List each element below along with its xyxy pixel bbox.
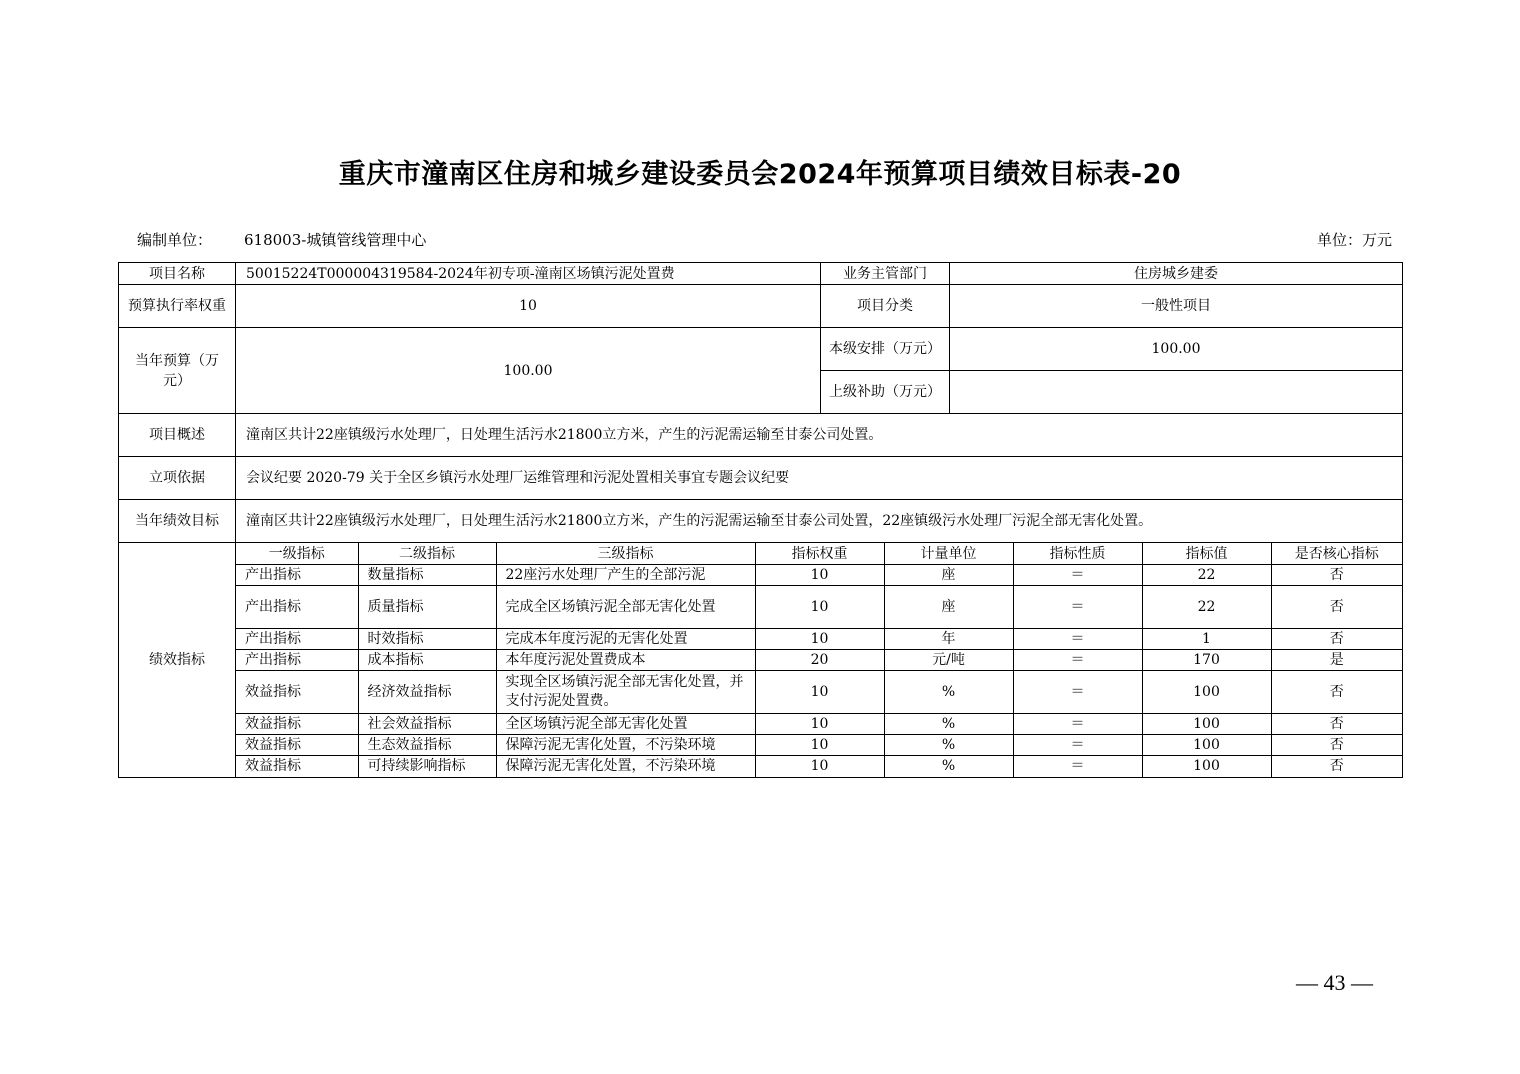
indicator-table [236, 543, 1402, 777]
indicator-unit: % [884, 714, 1013, 735]
indicator-level2: 时效指标 [358, 629, 496, 650]
header-unit: 计量单位 [884, 543, 1013, 565]
header-level2: 二级指标 [358, 543, 496, 565]
indicator-nature: ＝ [1013, 565, 1142, 586]
page-number: — 43 — [1296, 970, 1373, 995]
compiling-unit-label: 编制单位： [137, 231, 213, 249]
indicator-unit: % [884, 756, 1013, 777]
indicator-row [236, 756, 1402, 777]
indicator-weight: 10 [755, 735, 884, 756]
subsidy-value [950, 371, 1403, 414]
indicator-core: 否 [1271, 735, 1402, 756]
currency-unit: 单位：万元 [1316, 231, 1392, 249]
indicator-value: 1 [1142, 629, 1271, 650]
indicator-unit: % [884, 671, 1013, 714]
indicator-level3: 完成本年度污泥的无害化处置 [496, 629, 755, 650]
indicator-level1: 效益指标 [236, 735, 358, 756]
category-label: 项目分类 [821, 285, 950, 328]
indicator-value: 22 [1142, 565, 1271, 586]
indicator-value: 100 [1142, 735, 1271, 756]
page-title: 重庆市潼南区住房和城乡建设委员会2024年预算项目绩效目标表-20 [338, 159, 1182, 190]
indicator-level2: 质量指标 [358, 586, 496, 629]
indicator-level2: 数量指标 [358, 565, 496, 586]
indicator-level1: 产出指标 [236, 650, 358, 671]
indicator-value: 100 [1142, 714, 1271, 735]
indicator-row [236, 650, 1402, 671]
indicator-core: 否 [1271, 671, 1402, 714]
indicator-weight: 10 [755, 671, 884, 714]
project-name-label: 项目名称 [119, 263, 236, 285]
indicator-level1: 效益指标 [236, 714, 358, 735]
indicator-level2: 社会效益指标 [358, 714, 496, 735]
indicator-unit: % [884, 735, 1013, 756]
indicator-value: 100 [1142, 671, 1271, 714]
perf-indicators-label: 绩效指标 [119, 543, 236, 778]
indicator-level3: 保障污泥无害化处置，不污染环境 [496, 756, 755, 777]
indicator-level1: 产出指标 [236, 565, 358, 586]
indicator-nature: ＝ [1013, 586, 1142, 629]
indicator-weight: 10 [755, 629, 884, 650]
subsidy-label: 上级补助（万元） [821, 371, 950, 414]
overview-value: 潼南区共计22座镇级污水处理厂，日处理生活污水21800立方米，产生的污泥需运输至甘泰公司处置。 [236, 414, 1403, 457]
exec-rate-label: 预算执行率权重 [119, 285, 236, 328]
budget-label: 当年预算（万元） [119, 328, 236, 414]
header-value: 指标值 [1142, 543, 1271, 565]
indicator-row [236, 565, 1402, 586]
budget-value: 100.00 [236, 328, 821, 414]
indicator-unit: 元/吨 [884, 650, 1013, 671]
header-level3: 三级指标 [496, 543, 755, 565]
category-value: 一般性项目 [950, 285, 1403, 328]
indicator-core: 否 [1271, 629, 1402, 650]
header-nature: 指标性质 [1013, 543, 1142, 565]
indicator-level3: 全区场镇污泥全部无害化处置 [496, 714, 755, 735]
dept-value: 住房城乡建委 [950, 263, 1403, 285]
indicator-weight: 10 [755, 586, 884, 629]
indicator-value: 170 [1142, 650, 1271, 671]
indicator-nature: ＝ [1013, 714, 1142, 735]
indicator-unit: 座 [884, 586, 1013, 629]
indicator-level1: 产出指标 [236, 629, 358, 650]
indicator-core: 否 [1271, 586, 1402, 629]
local-budget-label: 本级安排（万元） [821, 328, 950, 371]
indicator-row [236, 735, 1402, 756]
indicator-nature: ＝ [1013, 756, 1142, 777]
indicator-nature: ＝ [1013, 671, 1142, 714]
indicator-nature: ＝ [1013, 629, 1142, 650]
indicator-core: 否 [1271, 565, 1402, 586]
goal-value: 潼南区共计22座镇级污水处理厂，日处理生活污水21800立方米，产生的污泥需运输至甘泰公司处置，22座镇级污水处理厂污泥全部无害化处置。 [236, 500, 1403, 543]
indicator-row [236, 629, 1402, 650]
indicator-level3: 保障污泥无害化处置，不污染环境 [496, 735, 755, 756]
indicator-core: 否 [1329, 757, 1344, 774]
indicator-level1: 效益指标 [236, 671, 358, 714]
goal-label: 当年绩效目标 [119, 500, 236, 543]
indicator-nature: ＝ [1013, 735, 1142, 756]
indicator-level2: 经济效益指标 [358, 671, 496, 714]
indicator-value: 100 [1142, 756, 1271, 777]
indicator-level1: 效益指标 [236, 756, 358, 777]
basis-label: 立项依据 [119, 457, 236, 500]
performance-table [118, 262, 1403, 778]
indicator-core: 否 [1271, 714, 1402, 735]
indicator-level3: 22座污水处理厂产生的全部污泥 [496, 565, 755, 586]
exec-rate-value: 10 [236, 285, 821, 328]
header-level1: 一级指标 [236, 543, 358, 565]
local-budget-value: 100.00 [950, 328, 1403, 371]
indicator-level2: 成本指标 [358, 650, 496, 671]
indicator-level3: 完成全区场镇污泥全部无害化处置 [496, 586, 755, 629]
indicator-level1: 产出指标 [236, 586, 358, 629]
basis-value: 会议纪要 2020-79 关于全区乡镇污水处理厂运维管理和污泥处置相关事宜专题会议纪要 [236, 457, 1403, 500]
indicator-weight: 10 [755, 714, 884, 735]
indicator-level3: 实现全区场镇污泥全部无害化处置，并支付污泥处置费。 [496, 671, 755, 714]
indicator-row [236, 714, 1402, 735]
indicator-core: 是 [1271, 650, 1402, 671]
project-name-value: 50015224T000004319584-2024年初专项-潼南区场镇污泥处置费 [236, 263, 821, 285]
header-core: 是否核心指标 [1271, 543, 1402, 565]
indicator-unit: 年 [884, 629, 1013, 650]
indicator-level2: 可持续影响指标 [358, 756, 496, 777]
header-weight: 指标权重 [755, 543, 884, 565]
compiling-unit-value: 618003-城镇管线管理中心 [244, 231, 427, 249]
dept-label: 业务主管部门 [821, 263, 950, 285]
indicator-unit: 座 [884, 565, 1013, 586]
indicator-value: 22 [1142, 586, 1271, 629]
indicator-weight: 20 [755, 650, 884, 671]
indicator-weight: 10 [755, 565, 884, 586]
indicator-nature: ＝ [1013, 650, 1142, 671]
indicator-weight: 10 [755, 756, 884, 777]
indicator-level2: 生态效益指标 [358, 735, 496, 756]
indicator-row [236, 671, 1402, 714]
indicator-level3: 本年度污泥处置费成本 [496, 650, 755, 671]
indicator-row [236, 586, 1402, 629]
overview-label: 项目概述 [119, 414, 236, 457]
